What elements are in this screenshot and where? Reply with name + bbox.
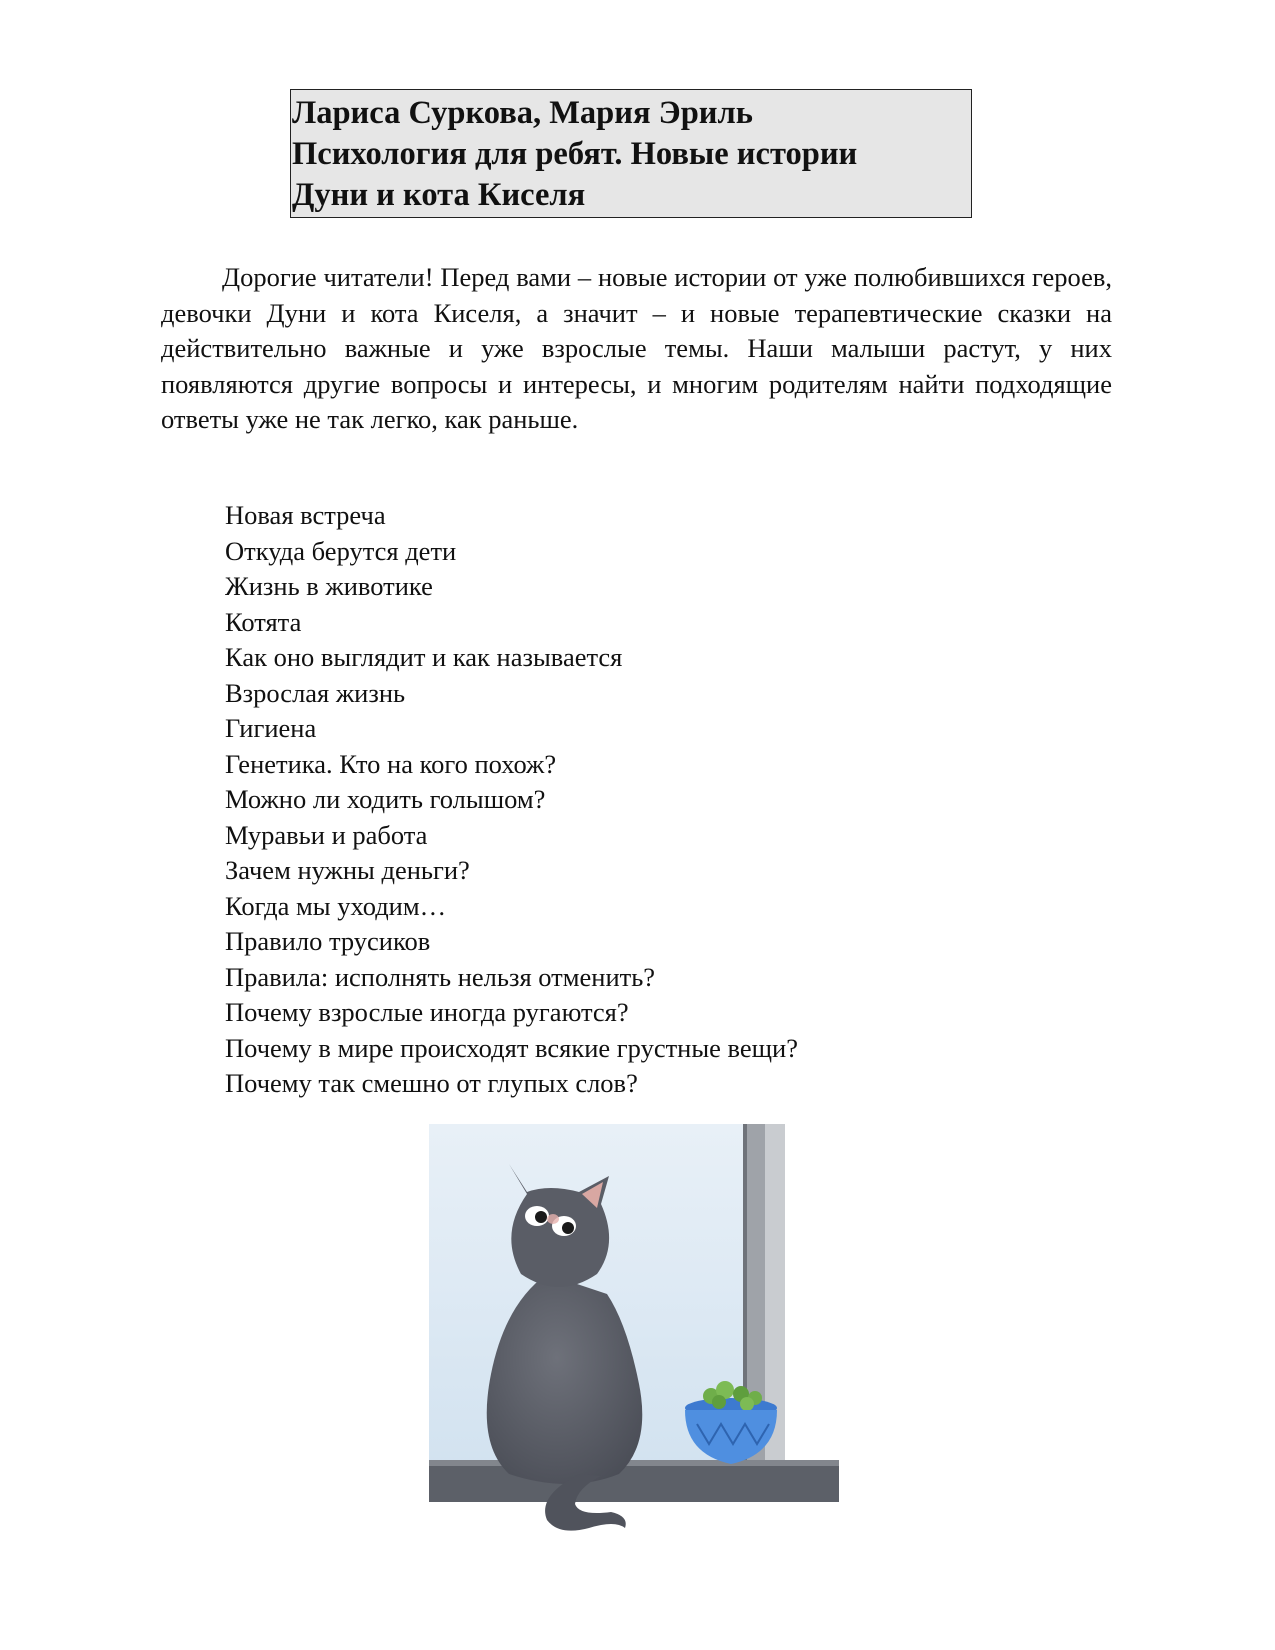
title-box <box>290 89 972 218</box>
title-book-line-1: Психология для ребят. Новые истории <box>292 136 858 172</box>
contents-item: Можно ли ходить голышом? <box>225 784 546 814</box>
contents-item: Гигиена <box>225 713 317 743</box>
contents-item: Котята <box>225 606 302 637</box>
contents-item: Как оно выглядит и как называется <box>225 642 623 672</box>
title-book-line-2: Дуни и кота Киселя <box>292 177 586 213</box>
contents-item: Почему взрослые иногда ругаются? <box>225 997 629 1027</box>
window-sill <box>429 1464 839 1502</box>
contents-item: Откуда берутся дети <box>225 535 457 566</box>
contents-item: Правило трусиков <box>225 926 431 956</box>
contents-item: Генетика. Кто на кого похож? <box>225 748 557 779</box>
contents-item: Жизнь в животике <box>225 571 433 601</box>
intro-paragraph: Дорогие читатели! Перед вами – новые истории от уже полюбившихся героев, девочки Дуни и кота Киселя, а значит – и новые терапевтические сказки на действительно важные и уже взрослые темы. Наши малыши растут, у них появляются другие вопросы и интересы, и многим родителям найти подходящие ответы уже не так легко, как раньше. <box>161 262 1112 434</box>
contents-item: Муравьи и работа <box>225 819 428 850</box>
contents-item: Взрослая жизнь <box>225 677 406 708</box>
contents-list <box>225 498 798 1102</box>
contents-item: Новая встреча <box>225 500 386 530</box>
contents-item: Почему так смешно от глупых слов? <box>225 1068 638 1098</box>
contents-item: Правила: исполнять нельзя отменить? <box>225 961 656 992</box>
window-sill-top <box>429 1460 839 1466</box>
cat-window-illustration <box>429 1124 839 1536</box>
contents-item: Почему в мире происходят всякие грустные вещи? <box>225 1032 798 1063</box>
contents-item: Когда мы уходим… <box>225 890 447 921</box>
title-authors: Лариса Суркова, Мария Эриль <box>292 95 753 131</box>
contents-item: Зачем нужны деньги? <box>225 855 470 885</box>
